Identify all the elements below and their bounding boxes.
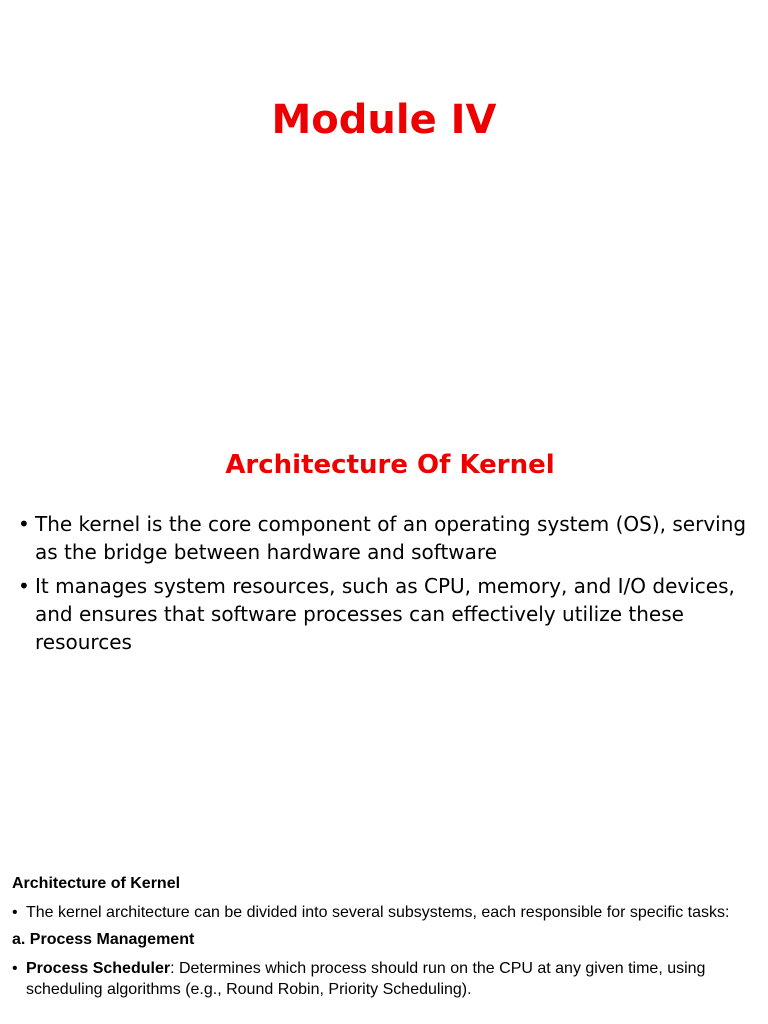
- item-term: Process Scheduler: [26, 960, 171, 977]
- subsection-heading: a. Process Management: [12, 931, 195, 948]
- subsection-bullet-list: [12, 958, 752, 1000]
- bullet-text: The kernel architecture can be divided into several subsystems, each responsible for specific tasks:: [26, 904, 730, 921]
- item-description: : Determines which process should run on the CPU at any given time, using scheduling algorithms (e.g., Round Robin, Priority Scheduling).: [26, 960, 706, 998]
- bullet-dot-icon: •: [12, 960, 18, 977]
- next-page-content: [12, 872, 752, 1005]
- next-page-heading: Architecture of Kernel: [12, 875, 181, 892]
- bullet-dot-icon: •: [18, 512, 30, 536]
- bullet-dot-icon: •: [12, 904, 18, 921]
- bullet-text: It manages system resources, such as CPU, memory, and I/O devices, and ensures that software processes can effectively utilize these resources: [35, 574, 735, 654]
- bullet-text: The kernel is the core component of an operating system (OS), serving as the bridge between hardware and software: [35, 512, 747, 564]
- main-bullet-list: [18, 510, 758, 662]
- next-page-bullet-list: [12, 902, 752, 923]
- bullet-item: [18, 572, 758, 656]
- bullet-item: [12, 902, 752, 923]
- section-heading: Architecture Of Kernel: [225, 450, 555, 480]
- slide-title: Module IV: [271, 97, 497, 143]
- bullet-dot-icon: •: [18, 574, 30, 598]
- bullet-item: [12, 958, 752, 1000]
- bullet-item: [18, 510, 758, 566]
